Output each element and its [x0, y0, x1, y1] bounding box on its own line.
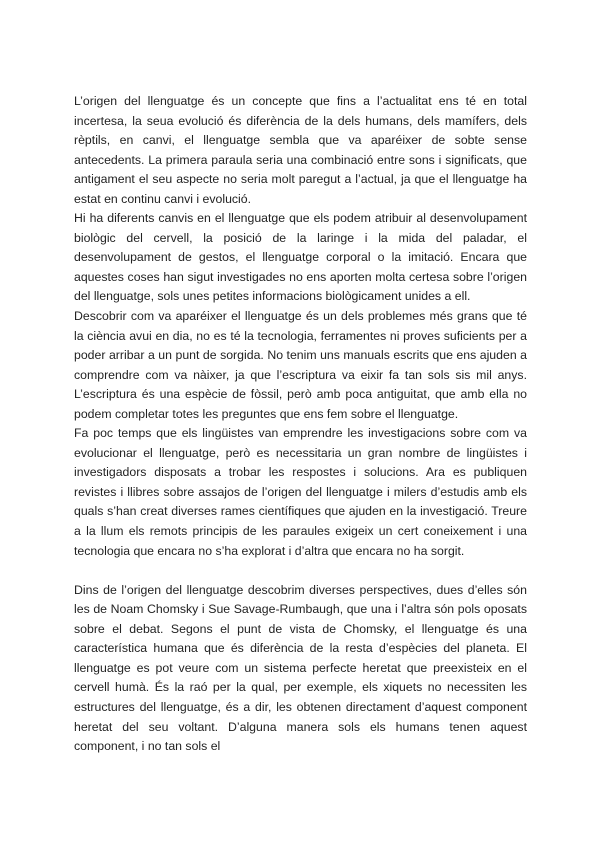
paragraph-spacer: [74, 561, 527, 581]
paragraph-origin: L’origen del llenguatge és un concepte que fins a l’actualitat ens té en total incertesa, la seua evolució és diferència de la dels humans, dels mamífers, dels rèptils, en canvi, el llenguatge sembla que va aparéixer de sobte sense antecedents. La primera paraula seria una combinació entre sons i significats, que antigament el seu aspecte no seria molt paregut a l’actual, ja que el llenguatge ha estat en continu canvi i evolució.: [74, 94, 527, 206]
paragraph-biological-changes: Hi ha diferents canvis en el llenguatge que els podem atribuir al desenvolupament biològic del cervell, la posició de la laringe i la mida del paladar, el desenvolupament de gestos, el llenguatge corporal o la imitació. Encara que aquestes coses han sigut investigades no ens aporten molta certesa sobre l’origen del llenguatge, sols unes petites informacions biològicament unides a ell.: [74, 211, 527, 304]
paragraph-discovery: Descobrir com va aparéixer el llenguatge és un dels problemes més grans que té la ciència avui en dia, no es té la tecnologia, ferramentes ni proves suficients per a poder arribar a un punt de sorgida. No tenim uns manuals escrits que ens ajuden a comprendre com va nàixer, ja que l’escriptura va eixir fa tan sols sis mil anys. L’escriptura és una espècie de fòssil, però amb poca antiguitat, que amb ella no podem completar totes les preguntes que ens fem sobre el llenguatge.: [74, 309, 527, 421]
paragraph-linguists: Fa poc temps que els lingüistes van emprendre les investigacions sobre com va evolucionar el llenguatge, però es necessitaria un gran nombre de lingüistes i investigadors disposats a trobar les respostes i solucions. Ara es publiquen revistes i llibres sobre assajos de l’origen del llenguatge i milers d’estudis amb els quals s’han creat diverses rames científiques que ajuden en la investigació. Treure a la llum els remots principis de les paraules exigeix un cert coneixement i una tecnologia que encara no s’ha explorat i d’altra que encara no ha sorgit.: [74, 426, 527, 558]
document-body: [74, 92, 527, 757]
paragraph-perspectives: Dins de l’origen del llenguatge descobrim diverses perspectives, dues d’elles són les de Noam Chomsky i Sue Savage-Rumbaugh, que una i l’altra són pols oposats sobre el debat. Segons el punt de vista de Chomsky, el llenguatge és una característica humana que és diferència de la resta d’espècies del planeta. El llenguatge es pot veure com un sistema perfecte heretat que preexisteix en el cervell humà. És la raó per la qual, per exemple, els xiquets no necessiten les estructures del llenguatge, és a dir, les obtenen directament d’aquest component heretat del seu voltant. D’alguna manera sols els humans tenen aquest component, i no tan sols el: [74, 582, 527, 754]
